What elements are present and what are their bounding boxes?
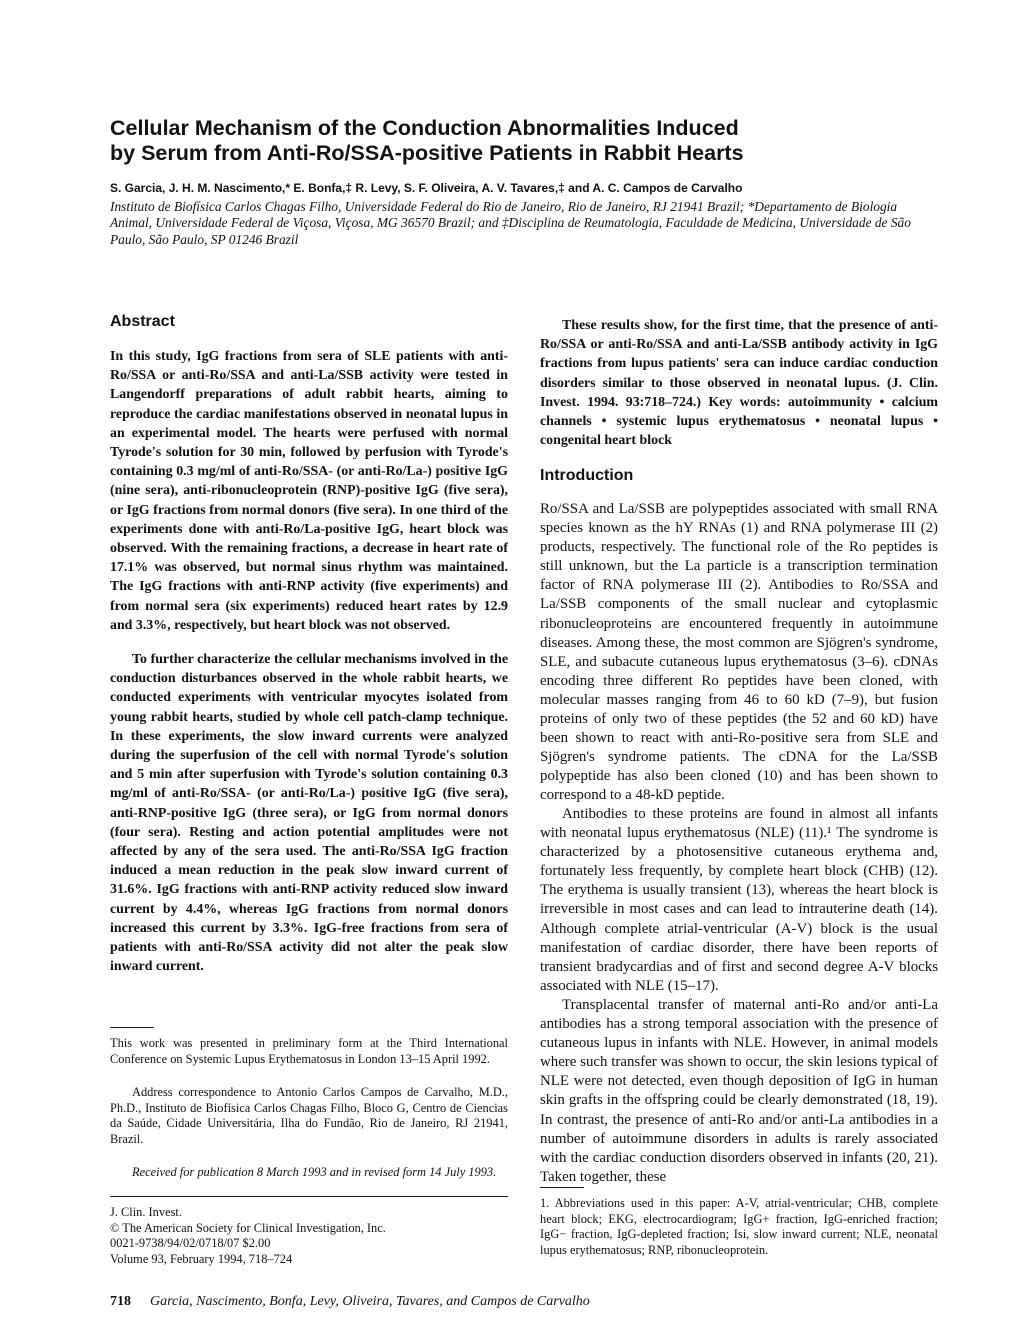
journal-copyright: © The American Society for Clinical Investigation, Inc. [110,1220,386,1235]
abstract-paragraph-1: In this study, IgG fractions from sera of SLE patients with anti-Ro/SSA or anti-Ro/SSA and anti-La/SSB activity were tested in Langendorff preparations of adult rabbit hearts, aiming to reproduce the cardiac manifestations observed in neonatal lupus in an experimental model. The hearts were perfused with normal Tyrode's solution for 30 min, followed by perfusion with Tyrode's containing 0.3 mg/ml of anti-Ro/SSA- (or anti-Ro/La-) positive IgG (nine sera), anti-ribonucleoprotein (RNP)-positive IgG (five sera), or IgG fractions from normal donors (five sera). In one third of the experiments done with anti-Ro/La-positive IgG, heart block was observed. With the remaining fractions, a decrease in heart rate of 17.1% was observed, but normal sinus rhythm was maintained. The IgG fractions with anti-RNP activity (five experiments) and from normal sera (six experiments) reduced heart rates by 12.9 and 3.3%, respectively, but heart block was not observed. [110,349,508,633]
author-list: S. Garcia, J. H. M. Nascimento,* E. Bonfa,‡ R. Levy, S. F. Oliveira, A. V. Tavares,‡ and A. C. Campos de Carvalho [110,181,743,195]
title-line-1: Cellular Mechanism of the Conduction Abnormalities Induced [110,116,739,140]
received-note: Received for publication 8 March 1993 and in revised form 14 July 1993. [132,1165,497,1179]
abstract-paragraph-3: These results show, for the first time, that the presence of anti-Ro/SSA or anti-Ro/SSA and anti-La/SSB antibody activity in IgG fractions from lupus patients' sera can induce cardiac conduction disorders similar to those observed in neonatal lupus. (J. Clin. Invest. 1994. 93:718–724.) Key words: autoimmunity • calcium channels • systemic lupus erythematosus • neonatal lupus • congenital heart block [540,318,938,449]
abbreviations-footnote: 1. Abbreviations used in this paper: A-V, atrial-ventricular; CHB, complete heart block; EKG, electrocardiogram; IgG+ fraction, IgG-enriched fraction; IgG− fraction, IgG-depleted fraction; Isi, slow inward current; NLE, neonatal lupus erythematosus; RNP, ribonucleoprotein. [540,1196,938,1257]
journal-issn: 0021-9738/94/02/0718/07 $2.00 [110,1236,271,1251]
journal-volume: Volume 93, February 1994, 718–724 [110,1251,293,1266]
article-title [110,116,930,166]
abstract-heading: Abstract [110,313,175,330]
introduction-paragraph-3: Transplacental transfer of maternal anti-Ro and/or anti-La antibodies has a strong temporal association with the presence of cutaneous lupus in infants with NLE. However, in animal models where such transfer was shown to occur, the skin lesions typical of NLE were not detected, even though deposition of IgG in human skin grafts in the offspring could be clearly demonstrated (18, 19). In contrast, the presence of anti-Ro and/or anti-La antibodies in a number of autoimmune disorders in adults is rarely associated with the cardiac conduction disorders observed in infants (20, 21). Taken together, these [540,997,938,1185]
page-number: 718 [110,1294,131,1309]
journal-divider [110,1196,508,1197]
running-authors: Garcia, Nascimento, Bonfa, Levy, Oliveira, Tavares, and Campos de Carvalho [150,1294,590,1309]
journal-info [110,1205,508,1267]
introduction-paragraph-1: Ro/SSA and La/SSB are polypeptides associated with small RNA species known as the hY RNAs (1) and RNA polymerase III (2) products, respectively. The functional role of the Ro peptides is still unknown, but the La particle is a transcription termination factor of RNA polymerase III (2). Antibodies to Ro/SSA and La/SSB components of the small nuclear and cytoplasmic ribonucleoproteins are encountered frequently in autoimmune diseases. Among these, the most common are Sjögren's syndrome, SLE, and subacute cutaneous lupus erythematosus (3–6). cDNAs encoding three different Ro peptides have been cloned, with molecular masses ranging from 46 to 60 kD (7–9), but fusion proteins of only two of these peptides (the 52 and 60 kD) have been shown to react with anti-Ro-positive sera from SLE and Sjögren's syndrome patients. The cDNA for the La/SSB polypeptide has also been cloned (10) and has been shown to correspond to a 48-kD peptide. [540,501,938,804]
abstract-paragraph-2: To further characterize the cellular mechanisms involved in the conduction disturbances observed in the whole rabbit hearts, we conducted experiments with ventricular myocytes isolated from young rabbit hearts, studied by whole cell patch-clamp technique. In these experiments, the slow inward currents were analyzed during the superfusion of the cell with normal Tyrode's solution and 5 min after superfusion with Tyrode's solution containing 0.3 mg/ml of anti-Ro/SSA- (or anti-Ro/La-) positive IgG (five sera), anti-RNP-positive IgG (three sera), or IgG from normal donors (four sera). Resting and action potential amplitudes were not affected by any of the sera used. The anti-Ro/SSA IgG fraction induced a mean reduction in the peak slow inward current of 31.6%. IgG fractions with anti-RNP activity reduced slow inward current by 4.4%, whereas IgG fractions from normal donors increased this current by 3.3%. IgG-free fractions from sera of patients with anti-Ro/SSA activity did not alter the peak slow inward current. [110,652,508,975]
presentation-note: This work was presented in preliminary form at the Third International Conference on Systemic Lupus Erythematosus in London 13–15 April 1992. [110,1036,508,1066]
footnote-divider-right [540,1187,584,1188]
correspondence-note: Address correspondence to Antonio Carlos Campos de Carvalho, M.D., Ph.D., Instituto de Biofísica Carlos Chagas Filho, Bloco G, Centro de Ciencias da Saúde, Cidade Universitária, Ilha do Fundão, Rio de Janeiro, RJ 21941, Brazil. [110,1085,508,1146]
affiliations: Instituto de Biofísica Carlos Chagas Filho, Universidade Federal do Rio de Janeiro, Rio de Janeiro, RJ 21941 Brazil; *Departamento de Biologia Animal, Universidade Federal de Viçosa, Viçosa, MG 36570 Brazil; and ‡Disciplina de Reumatologia, Faculdade de Medicina, Universidade de São Paulo, São Paulo, SP 01246 Brazil [110,199,911,247]
footnote-divider [110,1027,154,1028]
title-line-2: by Serum from Anti-Ro/SSA-positive Patients in Rabbit Hearts [110,141,744,165]
introduction-paragraph-2: Antibodies to these proteins are found in almost all infants with neonatal lupus erythematosus (NLE) (11).¹ The syndrome is characterized by a photosensitive cutaneous erythema and, fortunately less frequently, by complete heart block (CHB) (12). The erythema is usually transient (13), whereas the heart block is irreversible in most cases and can lead to intrauterine death (14). Although complete atrial-ventricular (A-V) block is the usual manifestation of cardiac disorder, there have been reports of transient bradycardias and of first and second degree A-V blocks associated with NLE (15–17). [540,806,938,994]
journal-name: J. Clin. Invest. [110,1205,182,1219]
introduction-heading: Introduction [540,467,634,484]
